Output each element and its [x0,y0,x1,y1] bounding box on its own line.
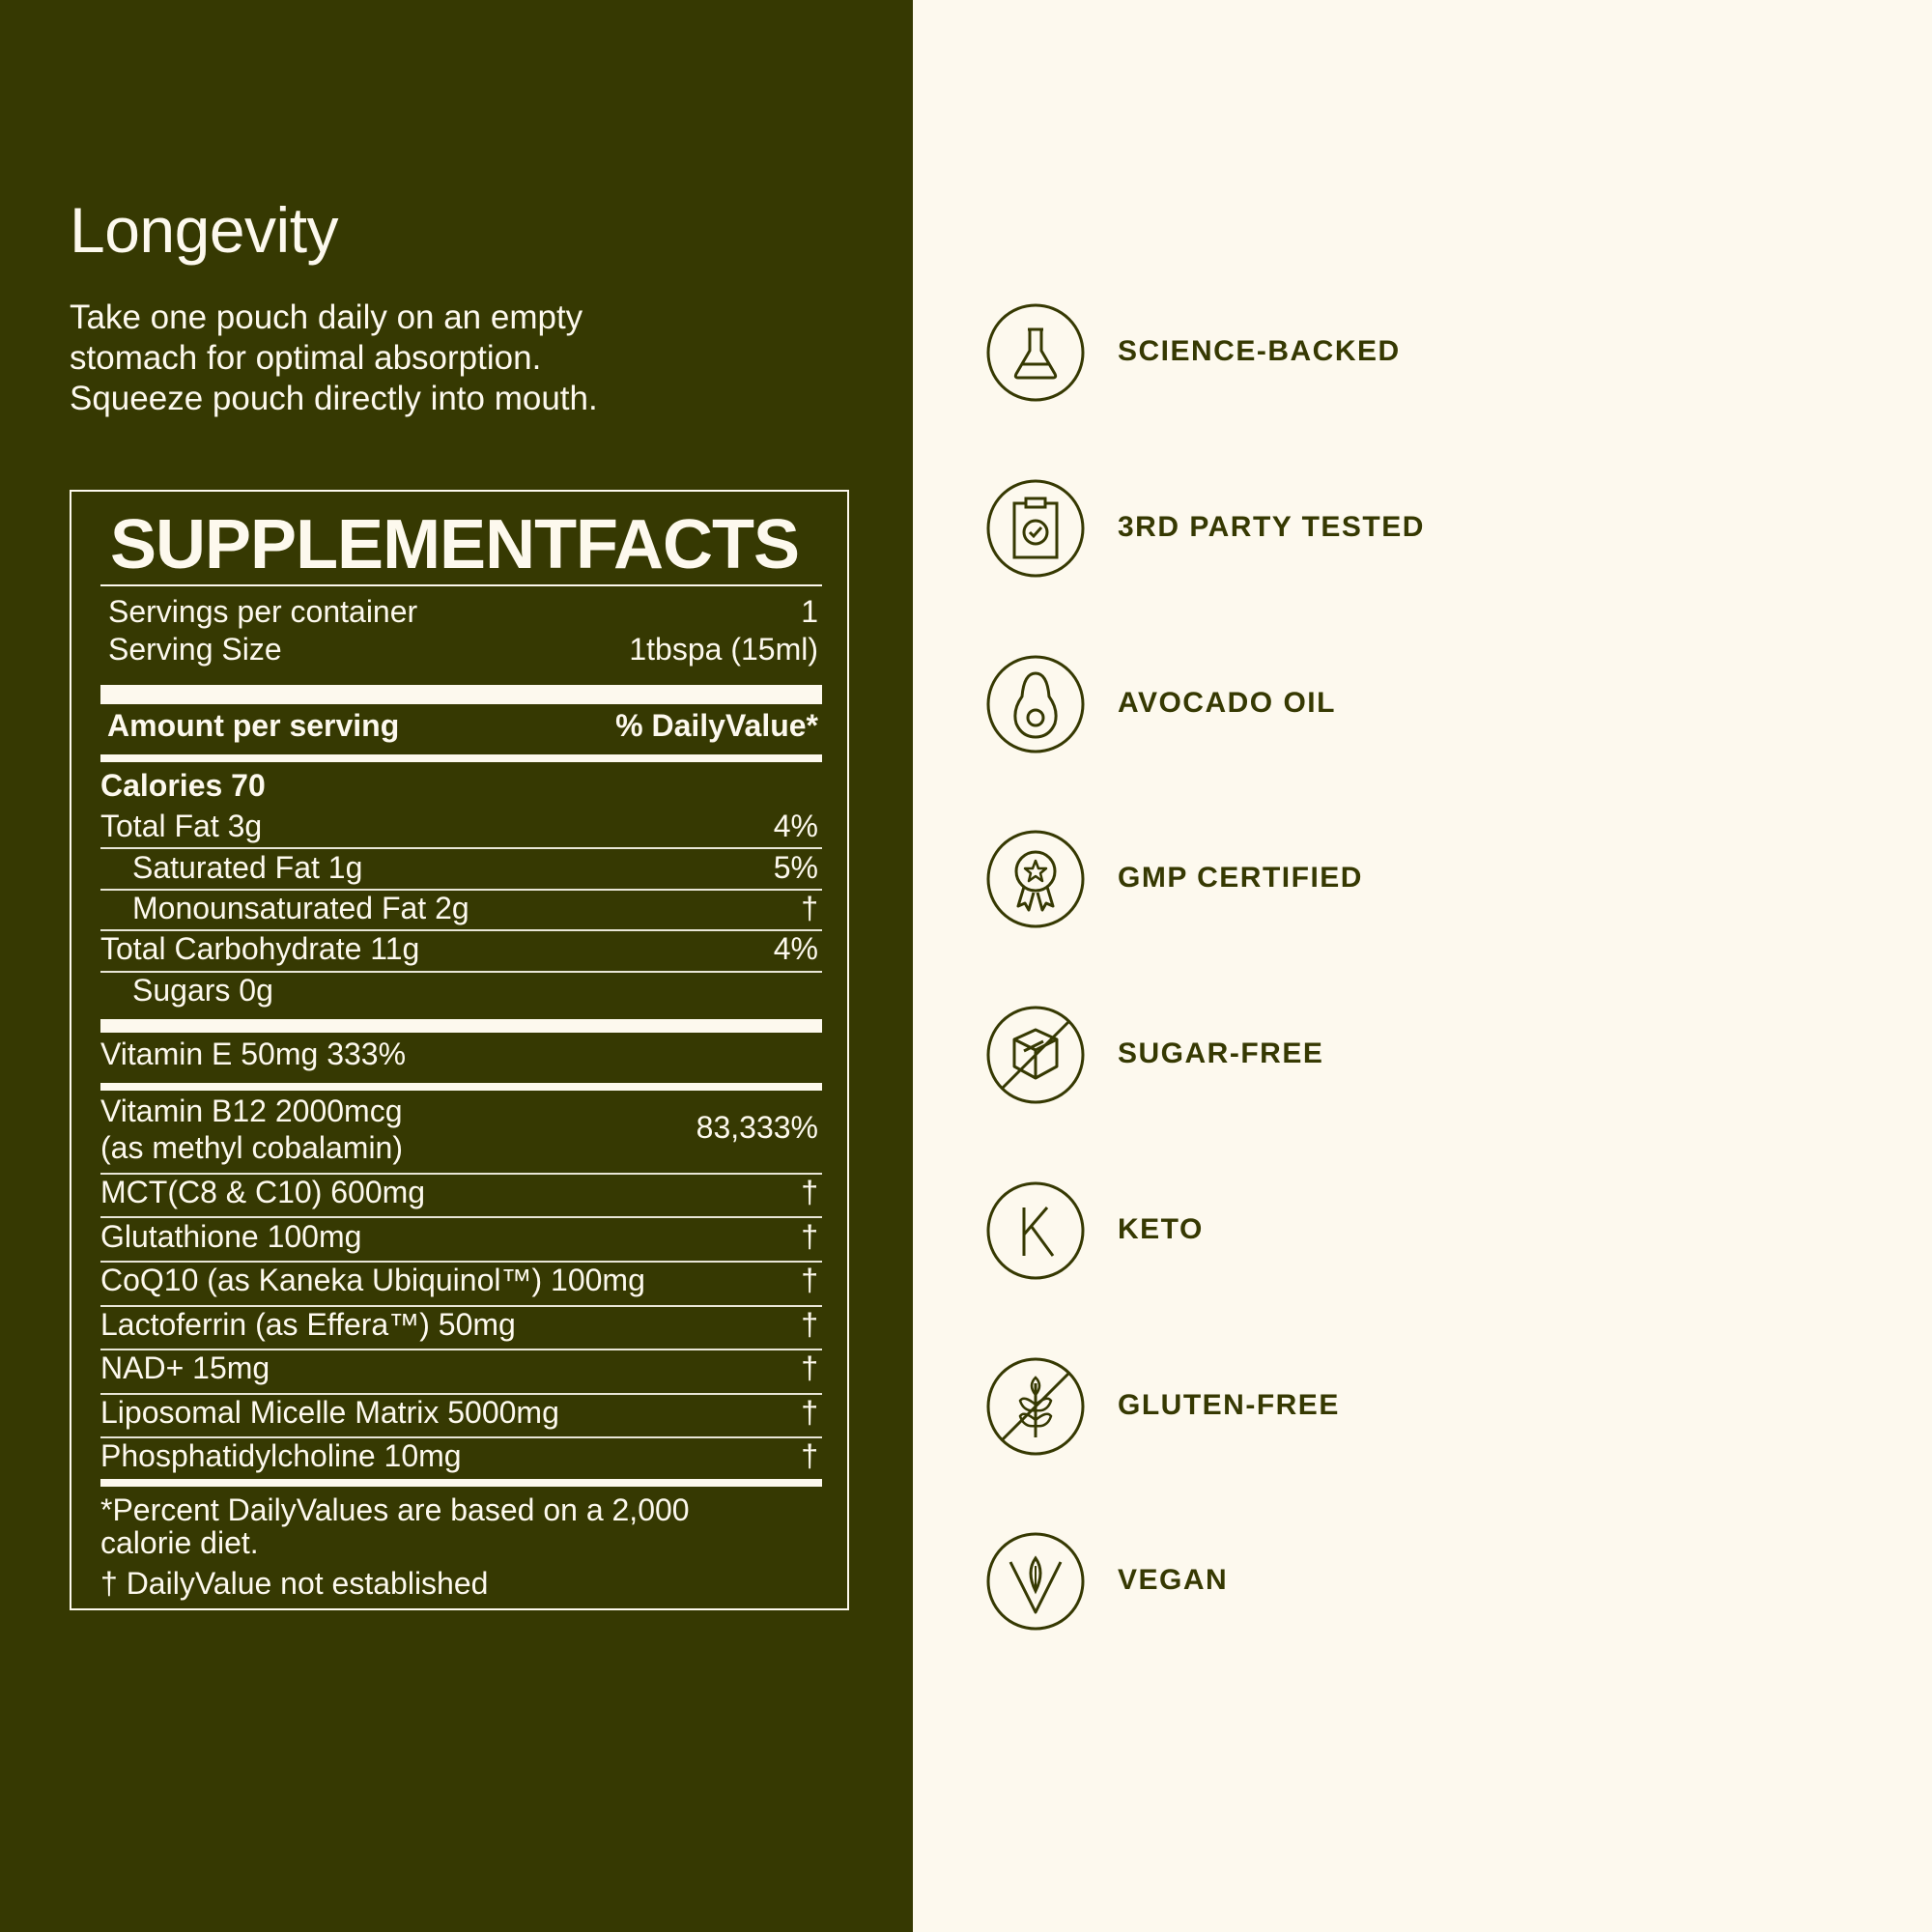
medium-divider [100,1083,822,1091]
right-panel [913,0,1932,1932]
sugar-cube-crossed-icon [985,1005,1086,1105]
supplement-facts-heading: SUPPLEMENTFACTS [110,506,800,583]
supplement-facts-panel [70,490,849,1610]
keto-k-icon [985,1180,1086,1281]
vitamin-e-row [100,1037,822,1072]
badge-sugar-free [985,1005,1662,1105]
badge-label: 3RD PARTY TESTED [1118,511,1425,543]
ingredient-row [100,1263,822,1298]
nutrient-row [100,973,822,1009]
medium-divider [100,1479,822,1487]
badge-label: SUGAR-FREE [1118,1037,1324,1069]
ingredient-name: MCT(C8 & C10) 600mg [100,1175,426,1209]
servings-label: Servings per container [108,594,418,629]
nutrient-name: Total Carbohydrate 11g [100,931,420,966]
vitamin-e-label: Vitamin E 50mg 333% [100,1037,407,1071]
badge-gmp-certified [985,829,1662,929]
calories-row [100,768,822,804]
footnote-daily-value-cont: calorie diet. [100,1525,259,1560]
amount-header-row [100,708,822,744]
vitamin-b12-row [100,1093,822,1166]
nutrient-value: † [801,891,818,925]
nutrient-name: Saturated Fat 1g [132,850,363,885]
nutrient-value: 4% [773,809,818,843]
footnote-not-established: † DailyValue not established [100,1566,489,1601]
serving-size-value: 1tbspa (15ml) [629,632,818,667]
leaf-v-icon [985,1531,1086,1632]
flask-icon [985,302,1086,403]
badge-keto [985,1180,1662,1281]
ingredient-value: † [801,1219,818,1254]
thick-divider [100,1019,822,1033]
clipboard-check-icon [985,478,1086,579]
ingredient-name: CoQ10 (as Kaneka Ubiquinol™) 100mg [100,1263,645,1297]
nutrient-name: Monounsaturated Fat 2g [132,891,469,925]
directions-text [70,298,746,419]
wheat-crossed-icon [985,1356,1086,1457]
medium-divider [100,754,822,762]
servings-row [100,594,822,630]
ingredient-row [100,1395,822,1431]
left-panel [0,0,913,1932]
ingredient-name: NAD+ 15mg [100,1350,270,1385]
nutrient-row [100,809,822,844]
badge-label: GMP CERTIFIED [1118,862,1363,894]
thick-divider [100,685,822,704]
badge-3rd-party-tested [985,478,1662,579]
vitamin-b12-line: Vitamin B12 2000mcg [100,1094,403,1128]
divider [100,1216,822,1218]
serving-size-label: Serving Size [108,632,282,667]
ingredient-name: Lactoferrin (as Effera™) 50mg [100,1307,516,1342]
nutrient-name: Total Fat 3g [100,809,263,843]
vitamin-b12-value: 83,333% [696,1110,818,1145]
ingredient-value: † [801,1395,818,1430]
calories-label: Calories 70 [100,768,266,803]
nutrient-name: Sugars 0g [132,973,273,1008]
badge-vegan [985,1531,1662,1632]
divider [100,847,822,849]
avocado-icon [985,654,1086,754]
ingredient-value: † [801,1175,818,1209]
ingredient-row [100,1307,822,1343]
divider [100,584,822,586]
directions-line: Squeeze pouch directly into mouth. [70,380,598,417]
badge-label: VEGAN [1118,1564,1229,1596]
servings-value: 1 [801,594,818,629]
nutrient-row [100,931,822,967]
amount-per-serving-label: Amount per serving [107,708,400,743]
nutrient-row [100,850,822,886]
ingredient-value: † [801,1263,818,1297]
ingredient-name: Liposomal Micelle Matrix 5000mg [100,1395,559,1430]
ingredient-row [100,1219,822,1255]
daily-value-label: % DailyValue* [615,708,818,743]
serving-size-row [100,632,822,668]
badge-label: KETO [1118,1213,1204,1245]
nutrient-row [100,891,822,926]
ingredient-row [100,1175,822,1210]
ingredient-name: Glutathione 100mg [100,1219,362,1254]
nutrient-value [818,973,822,1009]
vitamin-b12-label [100,1093,403,1166]
nutrient-value: 5% [773,850,818,885]
directions-line: stomach for optimal absorption. [70,339,542,377]
badge-label: SCIENCE-BACKED [1118,335,1401,367]
award-ribbon-icon [985,829,1086,929]
product-title: Longevity [70,194,339,266]
directions-line: Take one pouch daily on an empty [70,298,583,336]
ingredient-value: † [801,1438,818,1473]
nutrient-value: 4% [773,931,818,966]
ingredient-value: † [801,1307,818,1342]
badge-label: AVOCADO OIL [1118,687,1336,719]
ingredient-value: † [801,1350,818,1385]
badge-gluten-free [985,1356,1662,1457]
ingredient-row [100,1350,822,1386]
badge-avocado-oil [985,654,1662,754]
badge-science-backed [985,302,1662,403]
footnote-daily-value: *Percent DailyValues are based on a 2,000 [100,1492,690,1527]
ingredient-name: Phosphatidylcholine 10mg [100,1438,462,1473]
vitamin-b12-line: (as methyl cobalamin) [100,1130,403,1165]
ingredient-row [100,1438,822,1474]
badge-label: GLUTEN-FREE [1118,1389,1340,1421]
